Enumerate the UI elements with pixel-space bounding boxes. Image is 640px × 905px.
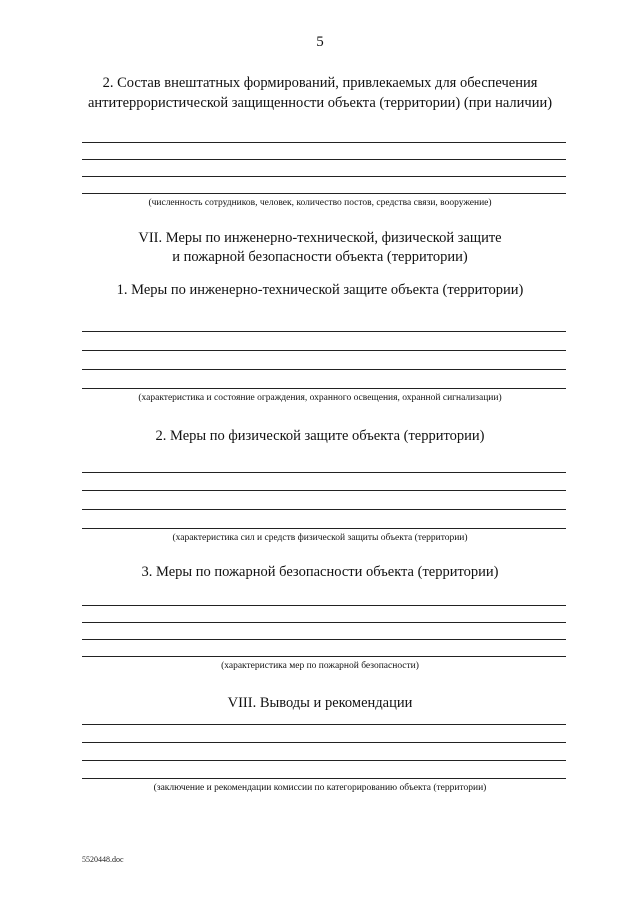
vii-2-title: 2. Меры по физической защите объекта (территории) [155, 428, 485, 444]
fill-line [82, 724, 566, 725]
fill-line [82, 528, 566, 529]
viii-caption: (заключение и рекомендации комиссии по категорированию объекта (территории) [153, 783, 487, 793]
fill-line [82, 760, 566, 761]
fill-line [82, 159, 566, 160]
fill-line [82, 472, 566, 473]
fill-line [82, 350, 566, 351]
page-number: 5 [316, 34, 324, 50]
vii-1-title: 1. Меры по инженерно-технической защите объекта (территории) [116, 282, 524, 298]
vii-3-caption: (характеристика мер по пожарной безопасности) [221, 661, 419, 671]
section-viii-title: VIII. Выводы и рекомендации [227, 695, 413, 711]
section-vii-title-line-1: VII. Меры по инженерно-технической, физической защите [138, 230, 502, 246]
vii-3-title: 3. Меры по пожарной безопасности объекта (территории) [141, 564, 499, 580]
section-2-title-line-2: антитеррористической защищенности объекта (территории) (при наличии) [87, 95, 553, 111]
fill-line [82, 176, 566, 177]
fill-line [82, 639, 566, 640]
fill-line [82, 622, 566, 623]
fill-line [82, 778, 566, 779]
section-vii-title-line-2: и пожарной безопасности объекта (территории) [172, 249, 468, 265]
fill-line [82, 605, 566, 606]
fill-line [82, 331, 566, 332]
fill-line [82, 388, 566, 389]
fill-line [82, 142, 566, 143]
section-2-title-line-1: 2. Состав внештатных формирований, привлекаемых для обеспечения [102, 75, 538, 91]
fill-line [82, 490, 566, 491]
footer-filename: 5520448.doc [82, 855, 124, 864]
fill-line [82, 509, 566, 510]
fill-line [82, 656, 566, 657]
vii-2-caption: (характеристика сил и средств физической защиты объекта (территории) [172, 533, 468, 543]
vii-1-caption: (характеристика и состояние ограждения, охранного освещения, охранной сигнализации) [138, 393, 502, 403]
fill-line [82, 742, 566, 743]
fill-line [82, 193, 566, 194]
fill-line [82, 369, 566, 370]
section-2-caption: (численность сотрудников, человек, количество постов, средства связи, вооружение) [148, 198, 492, 208]
